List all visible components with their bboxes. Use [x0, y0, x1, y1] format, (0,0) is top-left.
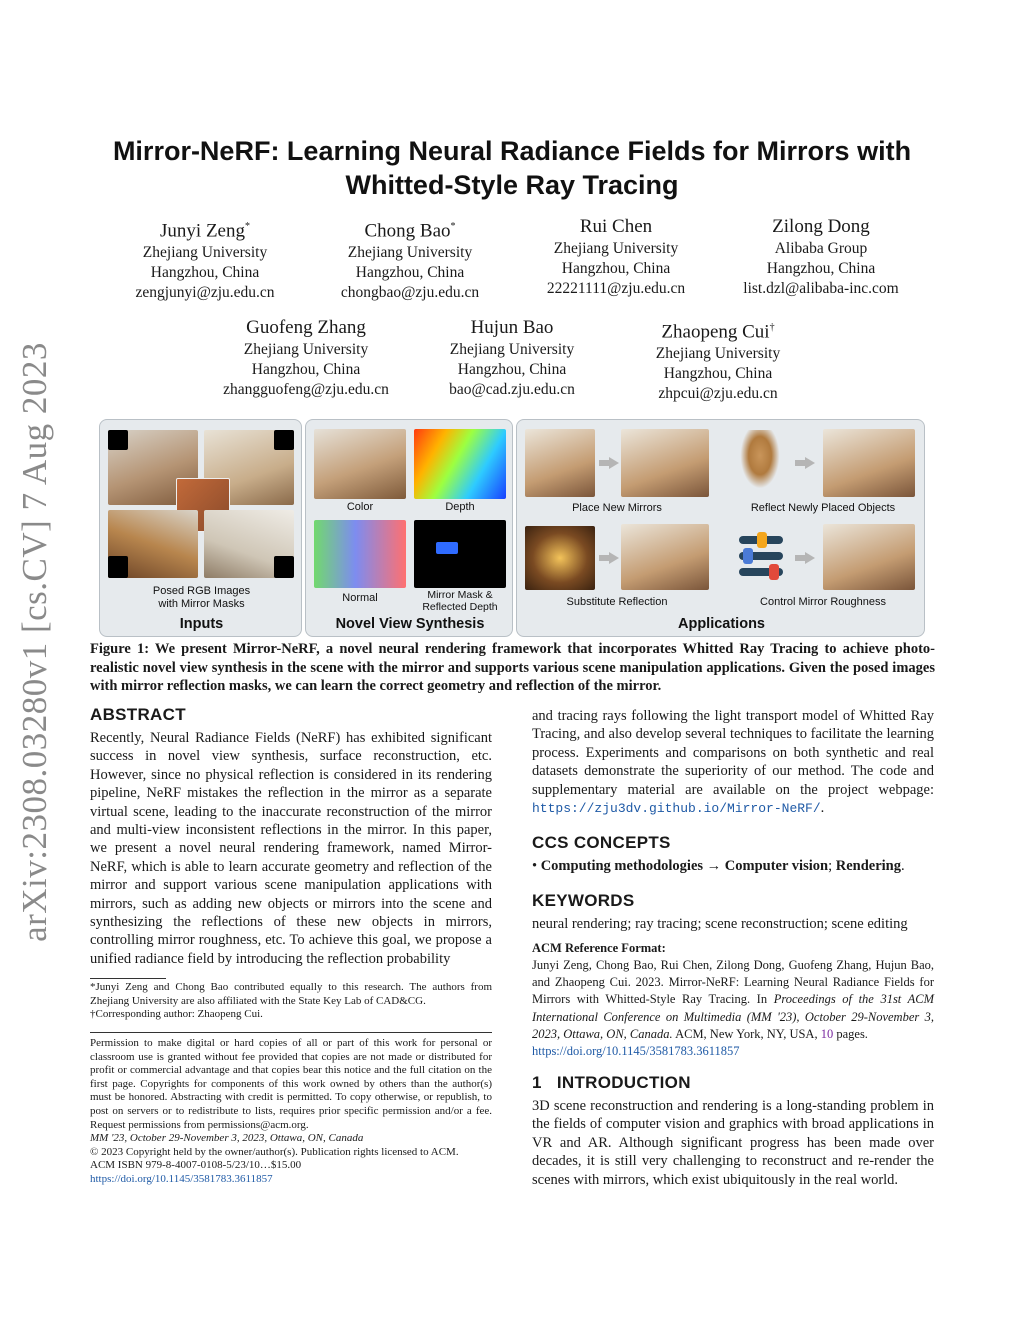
- author-affiliation: Zhejiang University: [347, 244, 473, 262]
- mirror-mask-thumbnail: [274, 430, 294, 450]
- title-line-1: Mirror-NeRF: Learning Neural Radiance Fields for Mirrors with: [112, 136, 912, 166]
- arrow-right-icon: [609, 552, 619, 564]
- author-block: [310, 215, 510, 303]
- title-line-2: Whitted-Style Ray Tracing: [345, 170, 679, 200]
- acm-reference-heading: ACM Reference Format:: [532, 941, 666, 955]
- inputs-title: Inputs: [179, 616, 224, 632]
- acm-reference-venue: Proceedings of the 31st ACM International Conference on Multimedia (MM '23), October 29-November 3, 2023, Ottawa, ON, Canada.: [532, 992, 935, 1041]
- author-city: Hangzhou, China: [561, 260, 671, 277]
- arrow-right-icon: [805, 552, 815, 564]
- author-city: Hangzhou, China: [457, 361, 567, 378]
- arxiv-id: arXiv:2308.03280v1 [cs.CV] 7 Aug 2023: [15, 342, 54, 942]
- author-name: Junyi Zeng: [160, 220, 245, 242]
- slider-knob-icon: [757, 532, 767, 548]
- intro-title: INTRODUCTION: [556, 1073, 691, 1092]
- author-name: Zilong Dong: [772, 216, 870, 237]
- depth-render-image: [414, 429, 506, 499]
- mirror-mask-thumbnail: [274, 556, 294, 578]
- author-affiliation: Zhejiang University: [655, 345, 781, 363]
- author-mark: *: [450, 221, 456, 232]
- author-mark: *: [244, 221, 250, 232]
- author-email[interactable]: zhangguofeng@zju.edu.cn: [223, 381, 389, 398]
- roughness-label: Control Mirror Roughness: [760, 596, 886, 608]
- mirror-mask-thumbnail: [108, 430, 128, 450]
- author-block: [105, 215, 305, 303]
- acm-reference-pages[interactable]: 10: [820, 1026, 834, 1041]
- app-place-after: [621, 429, 709, 497]
- app-new-object: [737, 430, 783, 494]
- app-reflect-after: [823, 429, 915, 497]
- author-block: [196, 316, 416, 400]
- arrow-right-icon: [609, 457, 619, 469]
- permission-doi-link[interactable]: https://doi.org/10.1145/3581783.3611857: [90, 1172, 273, 1185]
- author-city: Hangzhou, China: [150, 264, 260, 282]
- substitute-label: Substitute Reflection: [566, 596, 668, 608]
- author-affiliation: Zhejiang University: [243, 341, 369, 358]
- author-email[interactable]: 22221111@zju.edu.cn: [546, 280, 686, 297]
- mirror-mask-thumbnail: [108, 556, 128, 578]
- place-mirrors-label: Place New Mirrors: [572, 502, 662, 514]
- author-name: Rui Chen: [579, 216, 653, 237]
- project-url-link[interactable]: https://zju3dv.github.io/Mirror-NeRF/: [532, 801, 821, 817]
- permission-divider: [90, 1032, 492, 1033]
- arxiv-stamp: [10, 342, 60, 942]
- app-roughness-after: [823, 524, 915, 590]
- footnote-equal-contribution: *Junyi Zeng and Chong Bao contributed equally to this research. The authors from Zhejiang University are also affiliated with the State Key Lab of CAD&CG.: [90, 981, 492, 1007]
- footnote-corresponding: †Corresponding author: Zhaopeng Cui.: [90, 1008, 263, 1020]
- keywords-text: neural rendering; ray tracing; scene reconstruction; scene editing: [532, 916, 908, 932]
- author-email[interactable]: list.dzl@alibaba-inc.com: [743, 280, 899, 297]
- app-substitute-after: [621, 524, 709, 590]
- author-email[interactable]: zhpcui@zju.edu.cn: [658, 385, 778, 403]
- color-render-image: [314, 429, 406, 499]
- author-city: Hangzhou, China: [766, 260, 876, 277]
- author-block: [711, 215, 931, 299]
- color-label: Color: [346, 501, 374, 513]
- acm-reference: Junyi Zeng, Chong Bao, Rui Chen, Zilong Dong, Guofeng Zhang, Hujun Bao, and Zhaopeng Cui. 2023. Mirror-NeRF: Learning Neural Radiance Fields for Mirrors with Whitted-Style Ray Tracing. In Proceedings of the 31st ACM International Conference on Multimedia (MM '23), October 29-November 3, 2023, Ottawa, ON, Canada. ACM, New York, NY, USA, 10 pages. https://doi.org/10.1145/3581783.3611857: [532, 957, 934, 1060]
- arrow-right-icon: [805, 457, 815, 469]
- inputs-panel: [99, 419, 302, 637]
- paper-title: [60, 134, 964, 202]
- mirror-mask-label: Mirror Mask & Reflected Depth: [422, 589, 498, 613]
- nvs-title: Novel View Synthesis: [335, 616, 485, 632]
- author-block: [516, 215, 716, 299]
- depth-label: Depth: [445, 501, 475, 513]
- author-affiliation: Zhejiang University: [449, 341, 575, 358]
- applications-panel: [516, 419, 925, 637]
- inputs-caption: Posed RGB Images with Mirror Masks: [152, 585, 251, 610]
- footnote-divider: [90, 978, 166, 979]
- author-name: Zhaopeng Cui: [661, 321, 770, 343]
- ccs-heading: CCS CONCEPTS: [532, 833, 671, 852]
- permission-text: Permission to make digital or hard copies of all or part of this work for personal or classroom use is granted without fee provided that copies are not made or distributed for profit or commercial advantage and that copies bear this notice and the full citation on the first page. Copyrights for components of this work owned by others than the author(s) must be honored. Abstracting with credit is permitted. To copy otherwise, or republish, to post on servers or to redistribute to lists, requires prior specific permission and/or a fee. Request permissions from permissions@acm.org.: [90, 1037, 492, 1131]
- slider-knob-icon: [769, 564, 779, 580]
- permission-copyright: © 2023 Copyright held by the owner/author(s). Publication rights licensed to ACM.: [90, 1145, 459, 1158]
- abstract-heading: ABSTRACT: [90, 705, 186, 724]
- author-email[interactable]: zengjunyi@zju.edu.cn: [135, 284, 275, 302]
- applications-title: Applications: [677, 616, 765, 632]
- author-block: [618, 316, 818, 404]
- ccs-item: Rendering: [835, 858, 901, 874]
- author-email[interactable]: bao@cad.zju.edu.cn: [449, 381, 575, 398]
- keywords-heading: KEYWORDS: [532, 891, 635, 910]
- normal-render-image: [314, 520, 406, 588]
- author-affiliation: Alibaba Group: [774, 240, 868, 257]
- intro-text: 3D scene reconstruction and rendering is a long-standing problem in the fields of computer vision and graphics with broad applications in VR and AR. Although significant progress has been made over decades, it is still very challenging to reconstruct and re-render the scenes with mirrors, which exist ubiquitously in the real world.: [532, 1098, 934, 1188]
- ccs-concepts: • Computing methodologies → Computer vision; Rendering.: [532, 858, 905, 874]
- nvs-panel: [305, 419, 513, 637]
- abstract-continued: and tracing rays following the light transport model of Whitted Ray Tracing, and also develop several techniques to facilitate the learning process. Experiments and comparisons on both synthetic and real datasets demonstrate the superiority of our method. The code and supplementary material are available on the project webpage: https://zju3dv.github.io/Mirror-NeRF/.: [532, 708, 934, 817]
- abstract-text: Recently, Neural Radiance Fields (NeRF) has exhibited significant success in novel view synthesis, surface reconstruction, etc. However, since no physical reflection is considered in its rendering pipeline, NeRF mistakes the reflection in the mirror as a separate virtual scene, leading to the inaccurate reconstruction of the mirror and multi-view inconsistent reflections in the mirror. In this paper, we present a novel neural rendering framework, named Mirror-NeRF, which is able to learn accurate geometry and reflection of the mirror and support various scene manipulation applications with mirrors, such as adding new objects or mirrors into the scene and synthesizing the reflections of these new objects in mirrors, controlling mirror roughness, etc. To achieve this goal, we propose a unified radiance field by introducing the reflection probability: [90, 730, 492, 967]
- intro-heading: [532, 1073, 691, 1093]
- mirror-mask-image: [414, 520, 506, 588]
- permission-block: [90, 1037, 492, 1187]
- permission-isbn: ACM ISBN 979-8-4007-0108-5/23/10…$15.00: [90, 1159, 302, 1172]
- author-name: Hujun Bao: [470, 317, 554, 338]
- ccs-item: Computer vision: [724, 858, 829, 874]
- author-affiliation: Zhejiang University: [553, 240, 679, 257]
- author-email[interactable]: chongbao@zju.edu.cn: [340, 284, 480, 302]
- app-place-before: [525, 429, 595, 497]
- acm-reference-doi-link[interactable]: https://doi.org/10.1145/3581783.3611857: [532, 1044, 740, 1059]
- permission-venue: MM '23, October 29-November 3, 2023, Ottawa, ON, Canada: [90, 1132, 364, 1145]
- ccs-category: Computing methodologies: [540, 858, 704, 874]
- app-substitute-source: [525, 526, 595, 590]
- author-name: Chong Bao: [364, 220, 451, 242]
- author-mark: †: [769, 322, 775, 333]
- figure-caption: Figure 1: We present Mirror-NeRF, a novel neural rendering framework that incorporates Whitted Ray Tracing to achieve photo-realistic novel view synthesis in the scene with the mirror and supports various scene manipulation applications. Given the posed images with mirror reflection masks, we can learn the correct geometry and reflection of the mirror.: [90, 641, 935, 694]
- author-city: Hangzhou, China: [251, 361, 361, 378]
- reflected-depth-region: [436, 542, 458, 554]
- abstract-continued-text: and tracing rays following the light transport model of Whitted Ray Tracing, and also develop several techniques to facilitate the learning process. Experiments and comparisons on both synthetic and real datasets demonstrate the superiority of our method. The code and supplementary material are available on the project webpage:: [532, 708, 934, 798]
- author-affiliation: Zhejiang University: [142, 244, 268, 262]
- author-block: [412, 316, 612, 400]
- normal-label: Normal: [342, 592, 378, 604]
- author-name: Guofeng Zhang: [246, 317, 366, 338]
- slider-knob-icon: [743, 548, 753, 564]
- teaser-figure: [99, 419, 925, 637]
- intro-number: 1: [532, 1073, 542, 1092]
- author-city: Hangzhou, China: [663, 365, 773, 383]
- author-city: Hangzhou, China: [355, 264, 465, 282]
- reflect-objects-label: Reflect Newly Placed Objects: [750, 502, 896, 514]
